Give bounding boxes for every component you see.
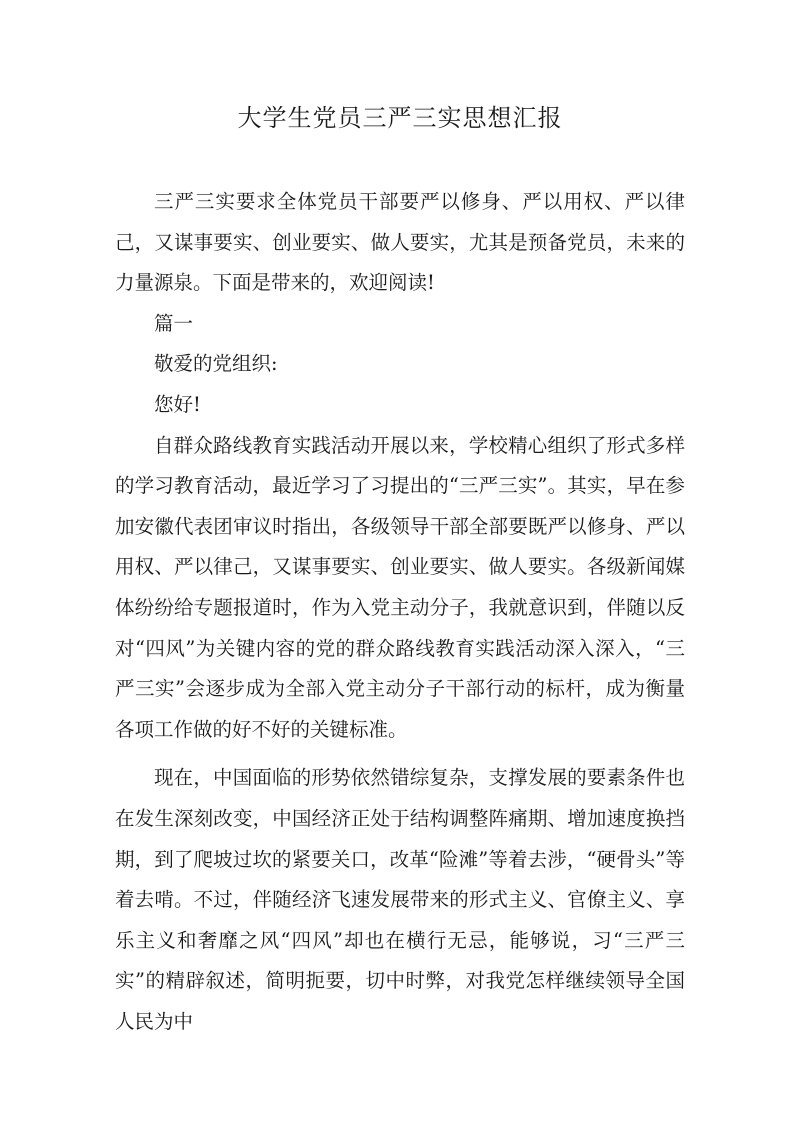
greeting: 您好! [154,392,201,416]
salutation: 敬爱的党组织: [154,352,278,376]
document-body [115,182,685,1042]
section-heading: 篇一 [154,311,194,335]
body-paragraph: 自群众路线教育实践活动开展以来，学校精心组织了形式多样的学习教育活动，最近学习了习提出的“三严三实”。其实，早在参加安徽代表团审议时指出，各级领导干部全部要既严以修身、严以用权、严以律己，又谋事要实、创业要实、做人要实。各级新闻媒体纷纷给专题报道时，作为入党主动分子，我就意识到，伴随以反对“四风”为关键内容的党的群众路线教育实践活动深入深入，“三严三实”会逐步成为全部入党主动分子干部行动的标杆，成为衡量各项工作做的好不好的关键标准。 [115,433,685,741]
intro-paragraph: 三严三实要求全体党员干部要严以修身、严以用权、严以律己，又谋事要实、创业要实、做人要实，尤其是预备党员，未来的力量源泉。下面是带来的，欢迎阅读! [115,190,685,295]
document-title: 大学生党员三严三实思想汇报 [237,104,563,132]
body-paragraph: 现在，中国面临的形势依然错综复杂，支撑发展的要素条件也在发生深刻改变，中国经济正处于结构调整阵痛期、增加速度换挡期，到了爬坡过坎的紧要关口，改革“险滩”等着去涉，“硬骨头”等着去啃。不过，伴随经济飞速发展带来的形式主义、官僚主义、享乐主义和奢靡之风“四风”却也在横行无忌，能够说，习“三严三实”的精辟叙述，简明扼要，切中时弊，对我党怎样继续领导全国人民为中 [115,766,685,1033]
